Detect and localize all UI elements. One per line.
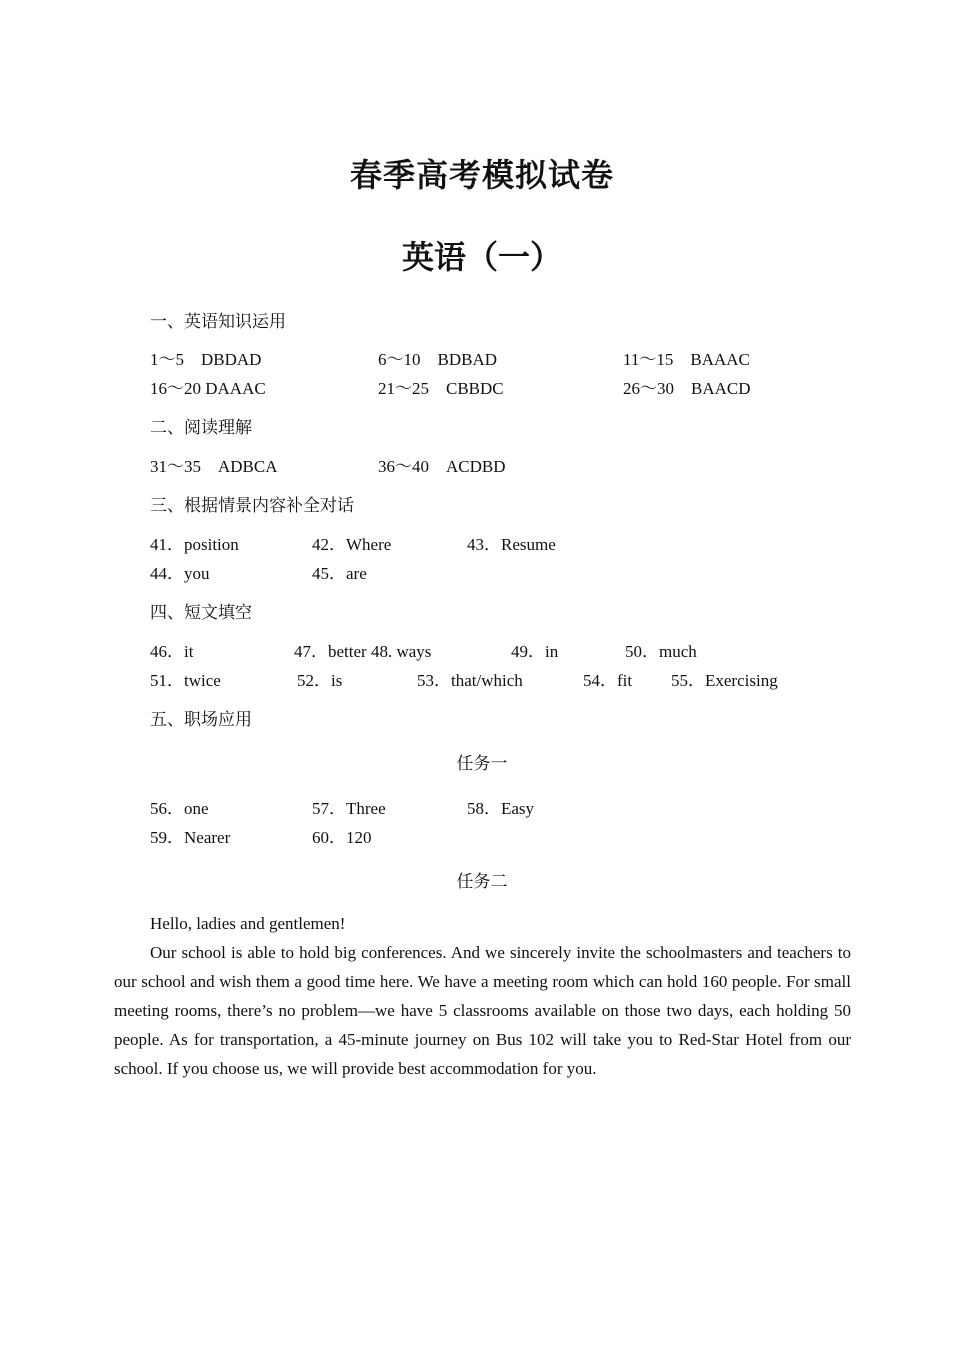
- task-two-heading: 任务二: [456, 872, 508, 892]
- answer-row: [0, 637, 964, 661]
- answer-item: 44．you: [150, 564, 210, 583]
- answer-item: 46．it: [150, 642, 194, 661]
- page-title: 春季高考模拟试卷: [349, 157, 614, 193]
- answer-item: 31～35 ADBCA: [150, 457, 278, 476]
- section-heading-knowledge: 一、英语知识运用: [150, 312, 286, 332]
- answer-item: 58．Easy: [467, 799, 535, 818]
- answer-item: 56．one: [150, 799, 209, 818]
- letter-text: [114, 909, 851, 1083]
- section-heading-dialogue: 三、根据情景内容补全对话: [150, 496, 354, 516]
- answer-row: [0, 794, 964, 818]
- answer-item: 52．is: [297, 671, 343, 690]
- answer-row: [0, 530, 964, 554]
- answer-item: 51．twice: [150, 671, 221, 690]
- answer-item: 42．Where: [312, 535, 392, 554]
- answer-item: 11～15 BAAAC: [623, 350, 750, 369]
- answer-item: 1～5 DBDAD: [150, 350, 262, 369]
- answer-row: [0, 559, 964, 583]
- answer-row: [0, 452, 964, 476]
- answer-item: 60．120: [312, 828, 372, 847]
- answer-item: 50．much: [625, 642, 697, 661]
- page-subtitle: 英语（一）: [401, 239, 562, 275]
- section-heading-workplace: 五、职场应用: [150, 710, 252, 730]
- section-heading-cloze: 四、短文填空: [150, 603, 252, 623]
- section-heading-reading: 二、阅读理解: [150, 418, 252, 438]
- answer-row: [0, 345, 964, 369]
- answer-item: 53．that/which: [417, 671, 523, 690]
- answer-item: 21～25 CBBDC: [378, 379, 504, 398]
- answer-item: 16～20 DAAAC: [150, 379, 266, 398]
- answer-row: [0, 823, 964, 847]
- answer-item: 43．Resume: [467, 535, 556, 554]
- answer-item: 49．in: [511, 642, 559, 661]
- answer-item: 59．Nearer: [150, 828, 231, 847]
- answer-item: 47．better 48. ways: [294, 642, 432, 661]
- letter-greeting: Hello, ladies and gentlemen!: [150, 914, 346, 933]
- answer-item: 36～40 ACDBD: [378, 457, 506, 476]
- answer-item: 54．fit: [583, 671, 633, 690]
- answer-item: 41．position: [150, 535, 239, 554]
- answer-item: 26～30 BAACD: [623, 379, 751, 398]
- answer-item: 6～10 BDBAD: [378, 350, 498, 369]
- task-one-heading: 任务一: [456, 754, 508, 774]
- answer-row: [0, 374, 964, 398]
- answer-item: 55．Exercising: [671, 671, 778, 690]
- letter-body: Our school is able to hold big conferences. And we sincerely invite the schoolmasters and teachers to our school and wish them a good time here. We have a meeting room which can hold 160 people. For small meeting rooms, there’s no problem—we have 5 classrooms available on those two days, each holding 50 people. As for transportation, a 45-minute journey on Bus 102 will take you to Red-Star Hotel from our school. If you choose us, we will provide best accommodation for you.: [114, 943, 851, 1078]
- answer-item: 45．are: [312, 564, 367, 583]
- answer-item: 57．Three: [312, 799, 386, 818]
- answer-row: [0, 666, 964, 690]
